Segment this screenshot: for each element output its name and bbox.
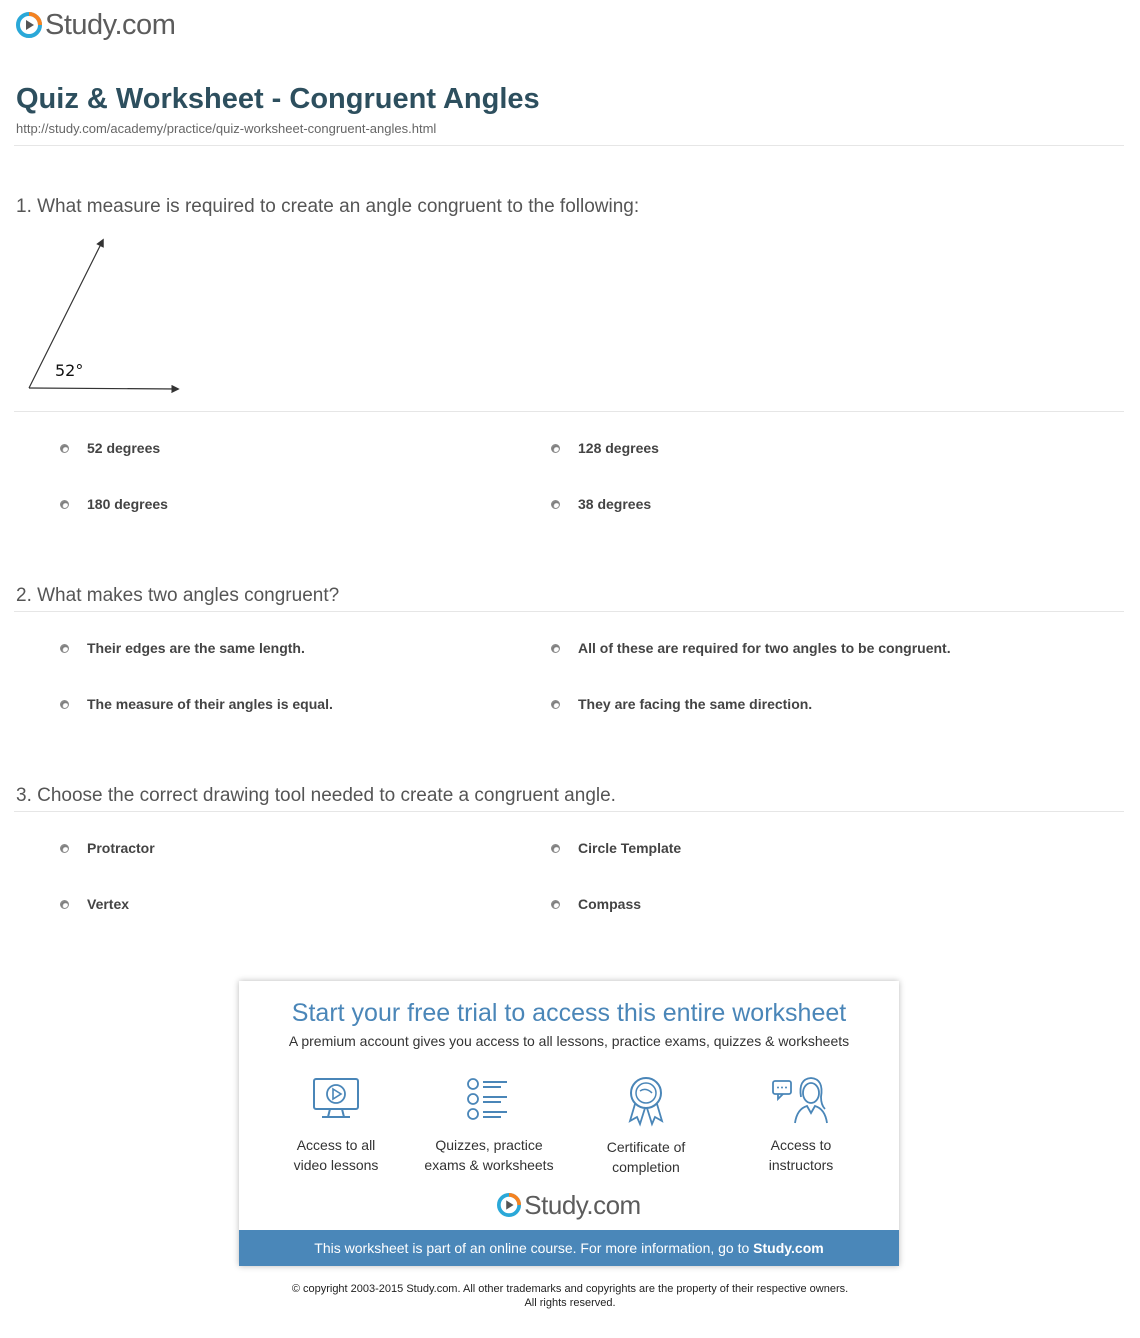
answer-option[interactable] [60, 896, 129, 912]
feature-label: Certificate of completion [606, 1139, 686, 1175]
answer-label: Compass [578, 896, 642, 912]
copyright-footer [0, 1282, 1140, 1310]
feature-label: Quizzes, practice exams & worksheets [424, 1137, 554, 1173]
angle-measure-label: 52° [55, 361, 84, 380]
feature-video-lessons [261, 1075, 411, 1175]
radio-button[interactable] [60, 644, 69, 653]
answer-option[interactable] [551, 640, 951, 656]
video-lesson-icon [310, 1075, 362, 1125]
course-info-text: This worksheet is part of an online course. For more information, go to [314, 1240, 754, 1256]
feature-quizzes [414, 1075, 564, 1175]
answer-label: Their edges are the same length. [87, 640, 305, 656]
answer-option[interactable] [551, 496, 651, 512]
study-logo[interactable] [16, 8, 175, 42]
play-logo-icon [16, 12, 42, 38]
certificate-ribbon-icon [620, 1075, 672, 1127]
answer-label: 52 degrees [87, 440, 161, 456]
radio-button[interactable] [60, 900, 69, 909]
rights-text: All rights reserved. [524, 1297, 616, 1309]
divider [14, 611, 1124, 612]
promo-title[interactable]: Start your free trial to access this entire worksheet [291, 999, 847, 1027]
copyright-text: © copyright 2003-2015 Study.com. All other trademarks and copyrights are the property of their respective owners. [291, 1283, 849, 1295]
divider [14, 145, 1124, 146]
answer-label: Vertex [87, 896, 130, 912]
angle-ray-horizontal [29, 388, 178, 389]
answer-option[interactable] [60, 840, 155, 856]
answer-option[interactable] [551, 440, 659, 456]
feature-label: Access to instructors [768, 1137, 834, 1173]
answer-option[interactable] [551, 840, 681, 856]
radio-button[interactable] [551, 900, 560, 909]
answer-option[interactable] [60, 440, 160, 456]
quiz-list-icon [463, 1075, 515, 1125]
answer-option[interactable] [60, 496, 168, 512]
study-link[interactable]: Study.com [753, 1240, 824, 1256]
radio-button[interactable] [551, 644, 560, 653]
radio-button[interactable] [551, 700, 560, 709]
promo-study-logo[interactable] [239, 1192, 899, 1218]
radio-button[interactable] [551, 444, 560, 453]
feature-instructors [726, 1075, 876, 1175]
answer-option[interactable] [60, 640, 305, 656]
answer-label: All of these are required for two angles to be congruent. [578, 640, 951, 656]
page-title: Quiz & Worksheet - Congruent Angles [16, 83, 540, 115]
radio-button[interactable] [60, 700, 69, 709]
answer-label: 128 degrees [578, 440, 659, 456]
answer-option[interactable] [551, 696, 812, 712]
question-3: 3. Choose the correct drawing tool needed to create a congruent angle. [16, 785, 616, 806]
answer-label: 38 degrees [578, 496, 652, 512]
angle-figure [20, 232, 190, 397]
answer-label: 180 degrees [87, 496, 168, 512]
page-url: http://study.com/academy/practice/quiz-worksheet-congruent-angles.html [16, 121, 437, 136]
feature-label: Access to all video lessons [293, 1137, 379, 1173]
answer-label: Circle Template [578, 840, 682, 856]
logo-text: Study.com [524, 1190, 641, 1220]
answer-label: The measure of their angles is equal. [87, 696, 333, 712]
play-logo-icon [497, 1193, 521, 1217]
radio-button[interactable] [60, 444, 69, 453]
radio-button[interactable] [551, 844, 560, 853]
divider [14, 811, 1124, 812]
answer-option[interactable] [60, 696, 333, 712]
radio-button[interactable] [60, 500, 69, 509]
logo-text: Study.com [45, 8, 176, 41]
instructor-icon [771, 1075, 831, 1125]
answer-label: They are facing the same direction. [578, 696, 813, 712]
radio-button[interactable] [551, 500, 560, 509]
radio-button[interactable] [60, 844, 69, 853]
question-1: 1. What measure is required to create an angle congruent to the following: [16, 196, 640, 217]
feature-certificate [571, 1075, 721, 1177]
course-info-bar[interactable] [239, 1230, 899, 1266]
answer-option[interactable] [551, 896, 641, 912]
divider [14, 411, 1124, 412]
answer-label: Protractor [87, 840, 155, 856]
free-trial-promo[interactable] [239, 981, 899, 1266]
question-2: 2. What makes two angles congruent? [16, 585, 340, 606]
promo-subtitle: A premium account gives you access to all lessons, practice exams, quizzes & worksheets [288, 1033, 850, 1049]
